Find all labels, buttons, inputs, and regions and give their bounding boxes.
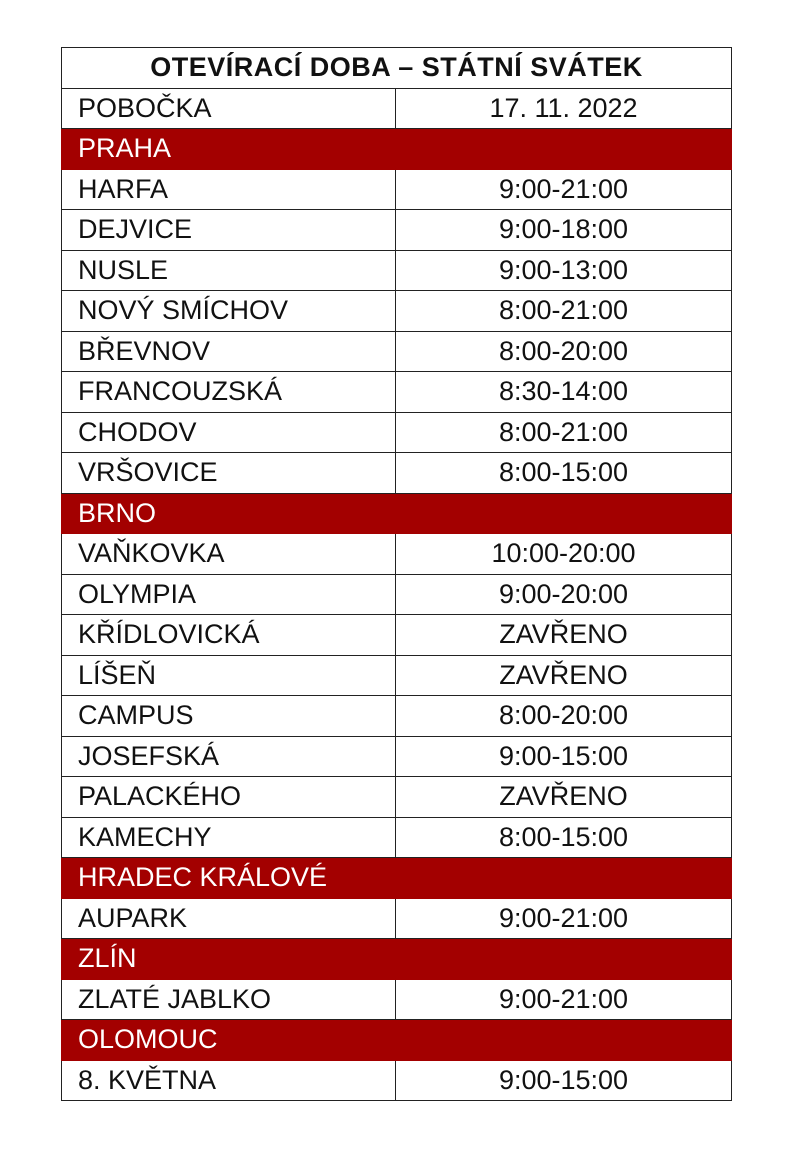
branch-hours: ZAVŘENO [396,655,732,696]
branch-row [62,655,732,696]
branch-hours: 8:00-15:00 [396,453,732,494]
branch-hours: 8:00-20:00 [396,331,732,372]
branch-hours: 8:00-20:00 [396,696,732,737]
region-name: PRAHA [62,129,732,170]
branch-name: OLYMPIA [62,574,396,615]
opening-hours-table-body [62,48,732,1101]
branch-name: VAŇKOVKA [62,534,396,575]
branch-hours: 9:00-20:00 [396,574,732,615]
branch-row [62,979,732,1020]
branch-row [62,777,732,818]
branch-row [62,534,732,575]
branch-name: LÍŠEŇ [62,655,396,696]
branch-row [62,574,732,615]
branch-column-header: POBOČKA [62,88,396,129]
branch-hours: ZAVŘENO [396,777,732,818]
branch-name: PALACKÉHO [62,777,396,818]
branch-row [62,210,732,251]
branch-hours: 9:00-13:00 [396,250,732,291]
branch-row [62,412,732,453]
branch-name: BŘEVNOV [62,331,396,372]
branch-name: HARFA [62,169,396,210]
branch-hours: 8:00-15:00 [396,817,732,858]
branch-hours: 8:30-14:00 [396,372,732,413]
region-row [62,1020,732,1061]
branch-hours: 10:00-20:00 [396,534,732,575]
branch-name: CHODOV [62,412,396,453]
branch-hours: 8:00-21:00 [396,412,732,453]
branch-hours: 9:00-15:00 [396,1060,732,1101]
branch-name: KŘÍDLOVICKÁ [62,615,396,656]
branch-hours: 9:00-21:00 [396,898,732,939]
branch-row [62,453,732,494]
region-row [62,129,732,170]
branch-name: CAMPUS [62,696,396,737]
branch-name: VRŠOVICE [62,453,396,494]
branch-name: NOVÝ SMÍCHOV [62,291,396,332]
branch-hours: ZAVŘENO [396,615,732,656]
table-title: OTEVÍRACÍ DOBA – STÁTNÍ SVÁTEK [62,48,732,89]
branch-hours: 9:00-18:00 [396,210,732,251]
region-name: BRNO [62,493,732,534]
date-column-header: 17. 11. 2022 [396,88,732,129]
branch-name: ZLATÉ JABLKO [62,979,396,1020]
branch-name: 8. KVĚTNA [62,1060,396,1101]
branch-hours: 9:00-21:00 [396,979,732,1020]
branch-name: FRANCOUZSKÁ [62,372,396,413]
region-row [62,493,732,534]
region-name: OLOMOUC [62,1020,732,1061]
opening-hours-table [61,47,732,1101]
branch-row [62,615,732,656]
branch-hours: 9:00-15:00 [396,736,732,777]
branch-row [62,169,732,210]
branch-row [62,696,732,737]
branch-row [62,736,732,777]
region-row [62,939,732,980]
branch-row [62,331,732,372]
branch-name: JOSEFSKÁ [62,736,396,777]
branch-row [62,250,732,291]
branch-name: NUSLE [62,250,396,291]
branch-name: AUPARK [62,898,396,939]
region-name: HRADEC KRÁLOVÉ [62,858,732,899]
branch-row [62,1060,732,1101]
title-row [62,48,732,89]
branch-name: KAMECHY [62,817,396,858]
branch-row [62,817,732,858]
region-name: ZLÍN [62,939,732,980]
branch-name: DEJVICE [62,210,396,251]
header-row [62,88,732,129]
branch-row [62,291,732,332]
branch-hours: 9:00-21:00 [396,169,732,210]
region-row [62,858,732,899]
branch-row [62,372,732,413]
branch-hours: 8:00-21:00 [396,291,732,332]
branch-row [62,898,732,939]
